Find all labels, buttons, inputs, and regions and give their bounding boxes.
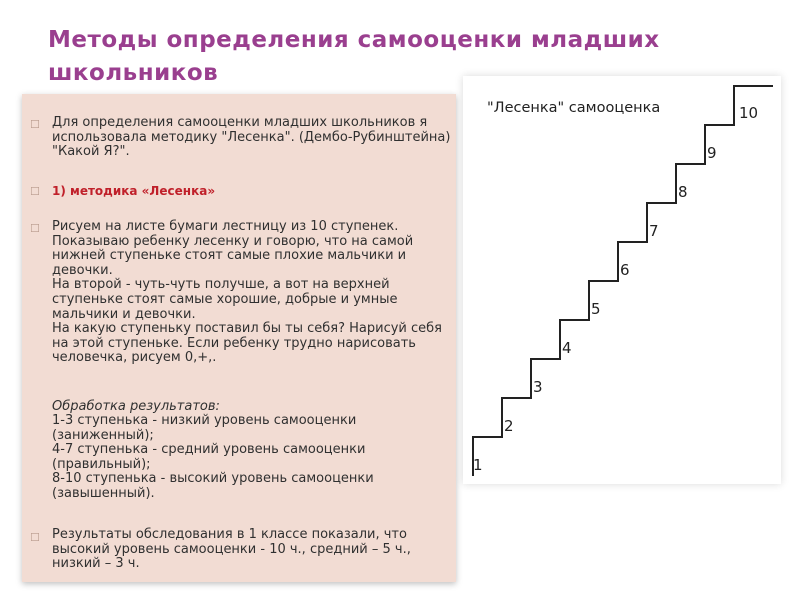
text-panel bbox=[22, 94, 456, 582]
step-number-5: 5 bbox=[591, 300, 601, 318]
step-number-3: 3 bbox=[533, 378, 543, 396]
results-heading: Обработка результатов: bbox=[52, 399, 220, 414]
step-number-4: 4 bbox=[562, 339, 572, 357]
step-number-10: 10 bbox=[739, 104, 759, 122]
ladder-line bbox=[473, 86, 773, 476]
step-number-1: 1 bbox=[473, 456, 483, 474]
instructions-paragraph: Рисуем на листе бумаги лестницу из 10 ступенек. Показываю ребенку лесенку и говорю, что на самой нижней ступеньке стоят самые плохие мальчики и девочки. На второй - чуть-чуть получше, а вот на верхней ступеньке стоят самые хорошие, добрые и умные мальчики и девочки. На какую ступеньку поставил бы ты себя? Нарисуй себя на этой ступеньке. Если ребенку трудно нарисовать человечка, рисуем 0,+,. bbox=[52, 219, 442, 366]
bullet-icon: ☐ bbox=[30, 185, 40, 198]
bullet-icon: ☐ bbox=[30, 222, 40, 235]
intro-paragraph: Для определения самооценки младших школьников я использовала методику "Лесенка". (Дембо-Рубинштейна) "Какой Я?". bbox=[52, 115, 451, 160]
step-number-6: 6 bbox=[620, 261, 630, 279]
slide-title: Методы определения самооценки младших школьников bbox=[48, 27, 660, 86]
bullet-icon: ☐ bbox=[30, 118, 40, 131]
ladder-diagram bbox=[463, 76, 781, 484]
ladder-label: "Лесенка" самооценка bbox=[487, 100, 661, 116]
results-paragraph: 1-3 ступенька - низкий уровень самооценки (заниженный); 4-7 ступенька - средний уровень самооценки (правильный); 8-10 ступенька - высокий уровень самооценки (завышенный). bbox=[52, 413, 374, 501]
step-number-9: 9 bbox=[707, 144, 717, 162]
survey-results-paragraph: Результаты обследования в 1 классе показали, что высокий уровень самооценки - 10 ч., средний – 5 ч., низкий – 3 ч. bbox=[52, 527, 411, 572]
method-heading: 1) методика «Лесенка» bbox=[52, 184, 216, 198]
bullet-icon: ☐ bbox=[30, 531, 40, 544]
step-number-7: 7 bbox=[649, 222, 659, 240]
step-number-2: 2 bbox=[504, 417, 514, 435]
step-number-8: 8 bbox=[678, 183, 688, 201]
